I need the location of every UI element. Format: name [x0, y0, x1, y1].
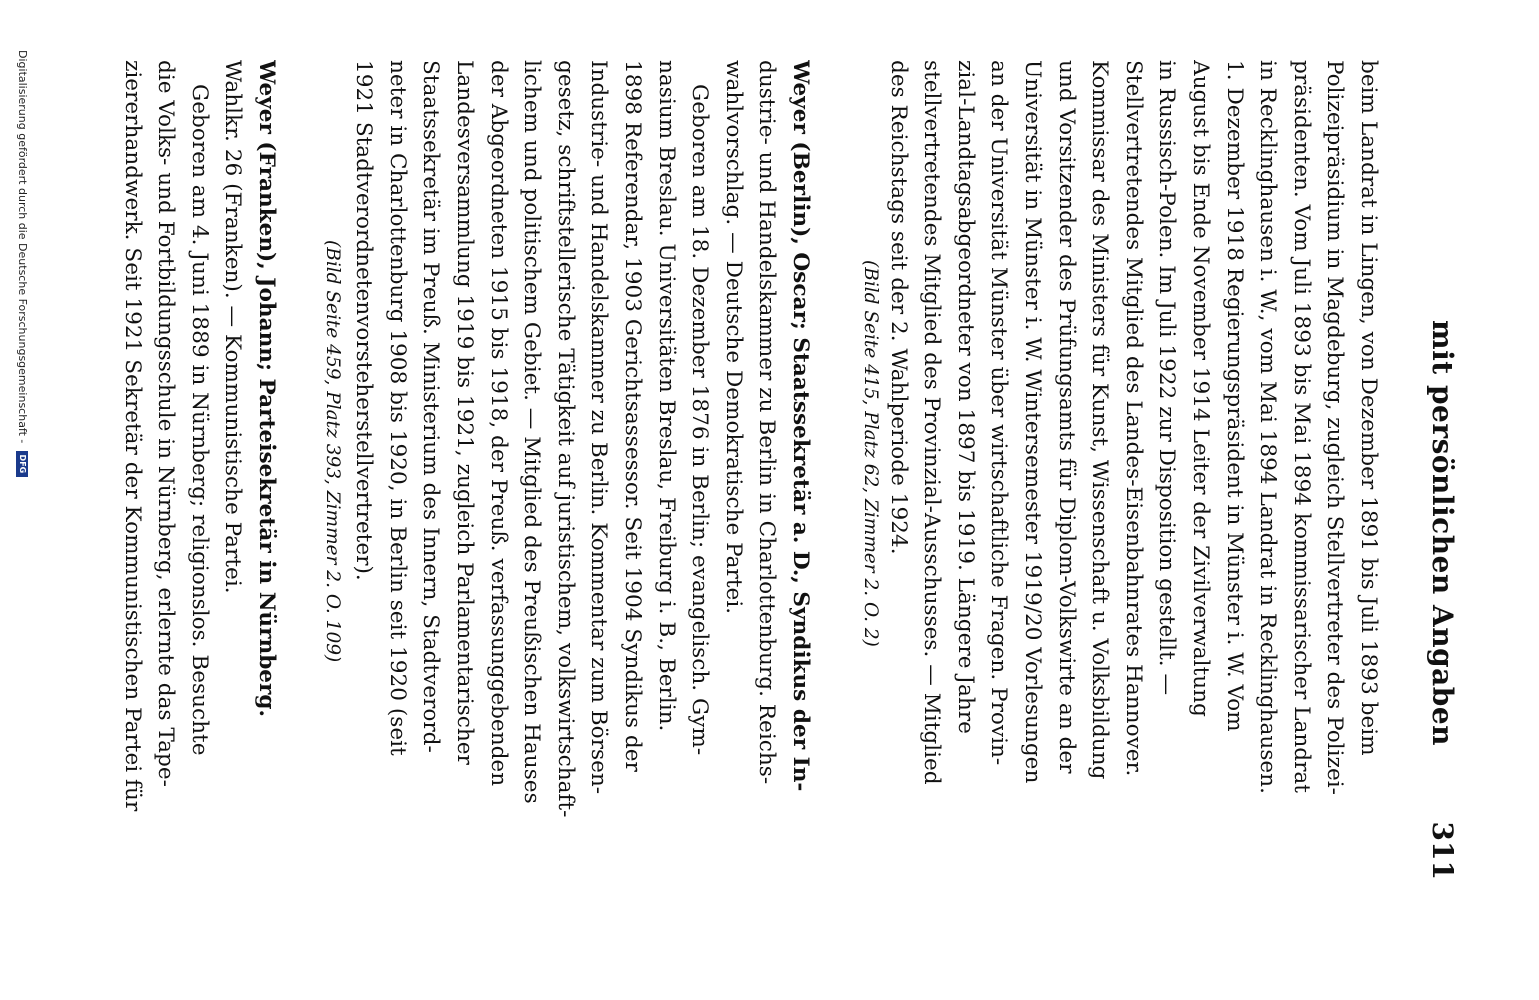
image-reference: (Bild Seite 459, Platz 393, Zimmer 2. O. 109) — [322, 240, 343, 663]
text-line: stellvertretendes Mitglied des Provinzial-Ausschusses. — Mitglied — [919, 60, 945, 785]
text-line: Stellvertretendes Mitglied des Landes-Eisenbahnrates Hannover. — [1120, 60, 1146, 777]
entry-2-text — [347, 60, 817, 940]
text-line: 1. Dezember 1918 Regierungspräsident in Münster i. W. Vom — [1221, 60, 1247, 732]
text-line: in Russisch-Polen. Im Juli 1922 zur Disposition gestellt. — — [1154, 60, 1180, 696]
entry-heading: Weyer (Franken), Johann; Parteisekretär in Nürnberg. — [254, 60, 279, 718]
text-line: wahlvorschlag. — Deutsche Demokratische Partei. — [720, 60, 746, 615]
text-line: Kommissar des Ministers für Kunst, Wissenschaft u. Volksbildung — [1087, 60, 1113, 780]
text-line: Polizeipräsidium in Magdeburg, zugleich Stellvertreter des Polizei- — [1322, 60, 1348, 795]
digitization-credit — [16, 50, 29, 477]
text-line: Geboren am 18. Dezember 1876 in Berlin; evangelisch. Gym- — [687, 84, 713, 756]
entry-1-text — [881, 60, 1385, 940]
text-line: beim Landrat in Lingen, von Dezember 1891 bis Juli 1893 beim — [1356, 60, 1381, 756]
running-title: mit persönlichen Angaben — [1426, 320, 1459, 747]
text-line: gesetz, schriftstellerische Tätigkeit auf juristischem, volkswirtschaft- — [552, 60, 578, 818]
text-line: Universität in Münster i. W. Wintersemester 1919/20 Vorlesungen — [1020, 60, 1046, 784]
entry-3-text — [115, 60, 283, 940]
text-line: 1898 Referendar, 1903 Gerichtsassessor. Seit 1904 Syndikus der — [620, 60, 646, 772]
page-header — [1419, 60, 1459, 880]
text-line: Staatssekretär im Preuß. Ministerium des Innern, Stadtverord- — [418, 60, 444, 753]
text-line: Industrie- und Handelskammer zu Berlin. Kommentar zum Börsen- — [586, 60, 612, 795]
text-line: die Volks- und Fortbildungsschule in Nürnberg, erlernte das Tape- — [153, 60, 179, 787]
text-line: an der Universität Münster über wirtschaftliche Fragen. Provin- — [986, 60, 1012, 766]
text-line: Geboren am 4. Juni 1889 in Nürnberg; religionslos. Besuchte — [186, 84, 212, 756]
text-line: präsidenten. Vom Juli 1893 bis Mai 1894 kommissarischer Landrat — [1288, 60, 1314, 793]
text-line: August bis Ende November 1914 Leiter der Zivilverwaltung — [1188, 60, 1214, 717]
credit-text: Digitalisierung gefördert durch die Deutsche Forschungsgemeinschaft - — [16, 50, 29, 444]
text-line: Wahlkr. 26 (Franken). — Kommunistische Partei. — [220, 60, 246, 594]
text-line: der Abgeordneten 1915 bis 1918, der Preuß. verfassunggebenden — [485, 60, 511, 787]
text-line: in Recklinghausen i. W., vom Mai 1894 Landrat in Recklinghausen. — [1255, 60, 1281, 794]
text-line: 1921 Stadtverordnetenvorsteherstellvertreter). — [351, 60, 377, 581]
text-line: Landesversammlung 1919 bis 1921, zugleich Parlamentarischer — [452, 60, 478, 765]
text-line: des Reichstags seit der 2. Wahlperiode 1924. — [885, 60, 911, 555]
text-line: und Vorsitzender des Prüfungsamts für Diplom-Volkswirte an der — [1053, 60, 1079, 774]
text-line: ziererhandwerk. Seit 1921 Sekretär der Kommunistischen Partei für — [119, 60, 145, 812]
dfg-logo: DFG — [16, 451, 28, 477]
entry-heading: Weyer (Berlin), Oscar; Staatssekretär a. D., Syndikus der In- — [788, 60, 813, 792]
text-line: dustrie- und Handelskammer zu Berlin in Charlottenburg. Reichs- — [754, 60, 780, 785]
text-line: lichem und politischem Gebiet. — Mitglied des Preußischen Hauses — [519, 60, 545, 804]
text-line: zial-Landtagsabgeordneter von 1897 bis 1919. Längere Jahre — [952, 60, 978, 734]
page-number: 311 — [1426, 821, 1459, 880]
text-line: nasium Breslau. Universitäten Breslau, Freiburg i. B., Berlin. — [653, 60, 679, 732]
text-line: neter in Charlottenburg 1908 bis 1920, in Berlin seit 1920 (seit — [384, 60, 410, 756]
image-reference: (Bild Seite 415, Platz 62, Zimmer 2. O. 2) — [860, 260, 881, 647]
